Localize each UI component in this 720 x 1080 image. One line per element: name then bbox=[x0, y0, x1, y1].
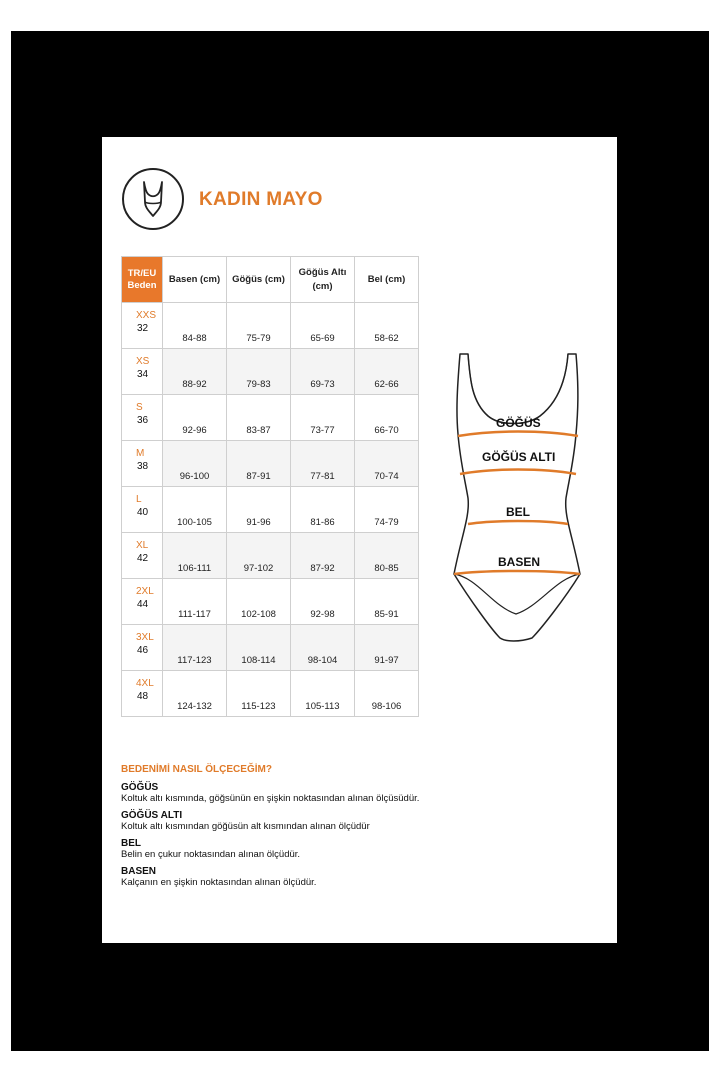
measurement-cell bbox=[291, 625, 355, 671]
how-to-list bbox=[121, 782, 581, 888]
measurement-cell bbox=[291, 579, 355, 625]
size-letter: 4XL bbox=[136, 678, 154, 689]
size-letter: 3XL bbox=[136, 632, 154, 643]
measurement-cell bbox=[355, 349, 419, 395]
size-number: 32 bbox=[137, 323, 149, 334]
measure-term: GÖĞÜS bbox=[121, 782, 159, 793]
measurement-value: 83-87 bbox=[246, 425, 271, 436]
measurement-value: 88-92 bbox=[182, 379, 207, 390]
measurement-cell bbox=[227, 349, 291, 395]
measurement-cell bbox=[227, 303, 291, 349]
swimsuit-measurement-figure bbox=[448, 350, 588, 655]
size-letter: L bbox=[136, 494, 142, 505]
measurement-value: 98-104 bbox=[307, 655, 338, 666]
measurement-cell bbox=[291, 395, 355, 441]
measurement-cell bbox=[291, 303, 355, 349]
table-row bbox=[122, 579, 419, 625]
table-row bbox=[122, 349, 419, 395]
table-row bbox=[122, 441, 419, 487]
size-number: 38 bbox=[137, 461, 149, 472]
measurement-value: 62-66 bbox=[374, 379, 399, 390]
size-letter: XXS bbox=[136, 310, 157, 321]
measurement-value: 74-79 bbox=[374, 517, 399, 528]
measurement-cell bbox=[163, 487, 227, 533]
measurement-value: 105-113 bbox=[305, 701, 340, 712]
measurement-value: 87-92 bbox=[310, 563, 335, 574]
measurement-value: 108-114 bbox=[241, 655, 276, 666]
measurement-value: 92-98 bbox=[310, 609, 335, 620]
label-gogus-alti: GÖĞÜS ALTI bbox=[482, 450, 556, 464]
size-number: 36 bbox=[137, 415, 149, 426]
measurement-value: 92-96 bbox=[182, 425, 207, 436]
measurement-cell bbox=[291, 349, 355, 395]
size-letter: 2XL bbox=[136, 586, 154, 597]
how-to-measure-section bbox=[121, 764, 581, 894]
table-row bbox=[122, 625, 419, 671]
measurement-value: 91-97 bbox=[374, 655, 399, 666]
measurement-value: 69-73 bbox=[310, 379, 335, 390]
measurement-cell bbox=[355, 303, 419, 349]
swimsuit-icon bbox=[122, 168, 184, 230]
size-table bbox=[121, 256, 419, 717]
size-cell bbox=[122, 625, 163, 671]
measurement-value: 115-123 bbox=[241, 701, 276, 712]
corner-label-top: TR/EU bbox=[127, 267, 157, 279]
measurement-value: 75-79 bbox=[246, 333, 271, 344]
measurement-value: 102-108 bbox=[241, 609, 276, 620]
size-letter: S bbox=[136, 402, 143, 413]
measurement-cell bbox=[291, 533, 355, 579]
size-cell bbox=[122, 671, 163, 717]
size-cell bbox=[122, 303, 163, 349]
measurement-value: 87-91 bbox=[246, 471, 271, 482]
size-number: 40 bbox=[137, 507, 149, 518]
size-cell bbox=[122, 533, 163, 579]
measurement-cell bbox=[355, 579, 419, 625]
measurement-value: 91-96 bbox=[246, 517, 271, 528]
column-header-text: Göğüs Altı (cm) bbox=[298, 266, 347, 292]
size-number: 44 bbox=[137, 599, 149, 610]
measurement-value: 111-117 bbox=[178, 609, 211, 620]
measurement-cell bbox=[163, 625, 227, 671]
measurement-cell bbox=[291, 487, 355, 533]
measurement-cell bbox=[355, 671, 419, 717]
table-row bbox=[122, 671, 419, 717]
measurement-cell bbox=[227, 395, 291, 441]
measurement-cell bbox=[227, 579, 291, 625]
label-gogus: GÖĞÜS bbox=[496, 416, 541, 430]
size-cell bbox=[122, 441, 163, 487]
measurement-cell bbox=[163, 579, 227, 625]
measurement-cell bbox=[163, 533, 227, 579]
size-cell bbox=[122, 349, 163, 395]
measurement-value: 70-74 bbox=[374, 471, 399, 482]
measurement-cell bbox=[163, 671, 227, 717]
table-row bbox=[122, 303, 419, 349]
measurement-cell bbox=[355, 533, 419, 579]
size-letter: XL bbox=[136, 540, 149, 551]
measurement-value: 98-106 bbox=[371, 701, 402, 712]
size-cell bbox=[122, 579, 163, 625]
corner-label-bottom: Beden bbox=[127, 279, 157, 291]
measurement-value: 73-77 bbox=[310, 425, 335, 436]
measurement-cell bbox=[355, 625, 419, 671]
measurement-cell bbox=[163, 349, 227, 395]
measurement-cell bbox=[355, 487, 419, 533]
table-row bbox=[122, 533, 419, 579]
how-to-title: BEDENİMİ NASIL ÖLÇECEĞİM? bbox=[121, 764, 272, 775]
size-cell bbox=[122, 487, 163, 533]
measure-description: Koltuk altı kısmından göğüsün alt kısmından alınan ölçüdür bbox=[121, 821, 370, 832]
measurement-value: 85-91 bbox=[374, 609, 399, 620]
measurement-value: 106-111 bbox=[177, 563, 212, 574]
measurement-value: 81-86 bbox=[310, 517, 335, 528]
measure-term: GÖĞÜS ALTI bbox=[121, 810, 183, 821]
measure-description: Belin en çukur noktasından alınan ölçüdür. bbox=[121, 849, 301, 860]
measurement-cell bbox=[355, 441, 419, 487]
table-header-row bbox=[122, 257, 419, 303]
measure-term: BASEN bbox=[121, 866, 157, 877]
measurement-cell bbox=[163, 303, 227, 349]
measurement-cell bbox=[227, 487, 291, 533]
table-row bbox=[122, 395, 419, 441]
size-number: 42 bbox=[137, 553, 149, 564]
column-header: Basen (cm) bbox=[163, 257, 227, 303]
measurement-cell bbox=[163, 395, 227, 441]
measurement-value: 100-105 bbox=[177, 517, 212, 528]
measurement-cell bbox=[227, 533, 291, 579]
size-letter: M bbox=[136, 448, 145, 459]
table-row bbox=[122, 487, 419, 533]
measurement-cell bbox=[227, 441, 291, 487]
measure-term: BEL bbox=[121, 838, 141, 849]
measurement-value: 124-132 bbox=[177, 701, 212, 712]
size-cell bbox=[122, 395, 163, 441]
measurement-value: 97-102 bbox=[243, 563, 274, 574]
measurement-cell bbox=[227, 625, 291, 671]
size-number: 34 bbox=[137, 369, 149, 380]
measurement-value: 96-100 bbox=[179, 471, 210, 482]
measurement-value: 84-88 bbox=[182, 333, 207, 344]
measurement-value: 117-123 bbox=[177, 655, 212, 666]
column-header bbox=[291, 257, 355, 303]
size-number: 48 bbox=[137, 691, 149, 702]
label-basen: BASEN bbox=[498, 555, 541, 569]
page-title: KADIN MAYO bbox=[199, 189, 323, 210]
measurement-cell bbox=[227, 671, 291, 717]
measure-description: Kalçanın en şişkin noktasından alınan ölçüdür. bbox=[121, 877, 317, 888]
measurement-value: 58-62 bbox=[374, 333, 399, 344]
measurement-value: 77-81 bbox=[310, 471, 335, 482]
column-header: Bel (cm) bbox=[355, 257, 419, 303]
measurement-cell bbox=[163, 441, 227, 487]
size-column-header bbox=[122, 257, 163, 303]
measurement-cell bbox=[291, 671, 355, 717]
measurement-cell bbox=[291, 441, 355, 487]
measurement-cell bbox=[355, 395, 419, 441]
size-number: 46 bbox=[137, 645, 149, 656]
size-letter: XS bbox=[136, 356, 150, 367]
measure-description: Koltuk altı kısmında, göğsünün en şişkin noktasından alınan ölçüsüdür. bbox=[121, 793, 420, 804]
column-header: Göğüs (cm) bbox=[227, 257, 291, 303]
measurement-value: 66-70 bbox=[374, 425, 399, 436]
label-bel: BEL bbox=[506, 505, 530, 519]
measurement-value: 80-85 bbox=[374, 563, 399, 574]
measurement-value: 65-69 bbox=[310, 333, 335, 344]
measurement-value: 79-83 bbox=[246, 379, 271, 390]
